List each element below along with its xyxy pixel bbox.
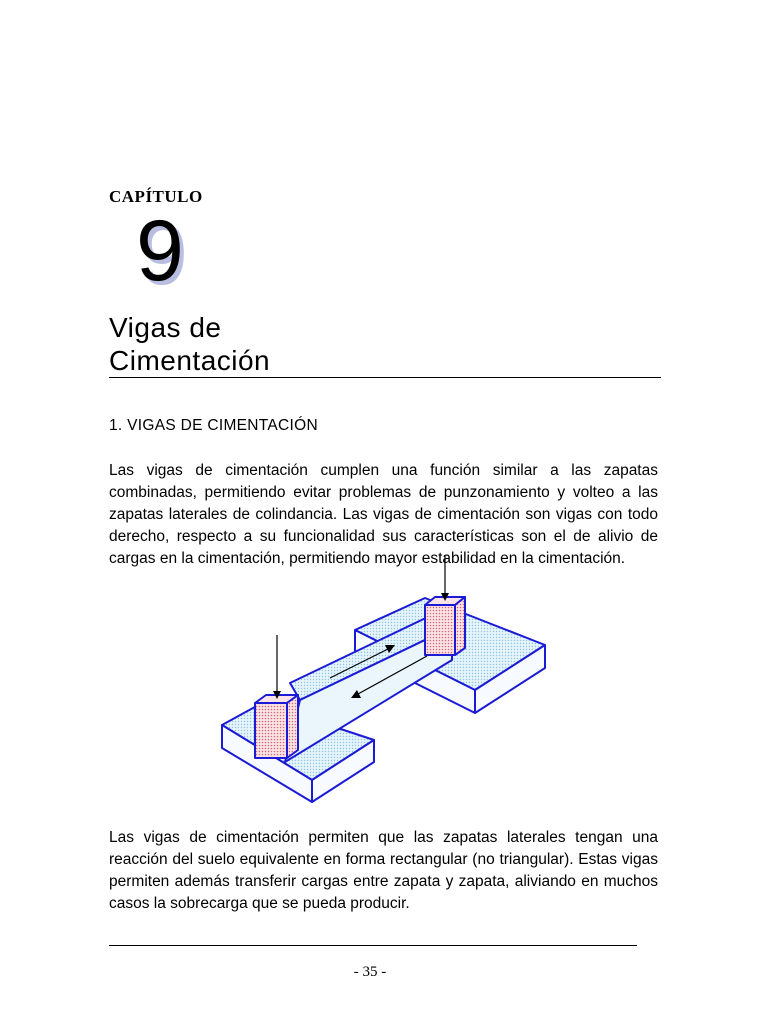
left-load-arrow	[273, 635, 281, 699]
page-number: - 35 -	[353, 964, 387, 980]
left-column	[255, 695, 298, 758]
right-column	[425, 597, 465, 655]
foundation-beam-figure	[210, 545, 560, 810]
section-heading: 1. VIGAS DE CIMENTACIÓN	[109, 417, 319, 434]
title-line-2: Cimentación	[109, 345, 271, 376]
chapter-label: CAPÍTULO	[109, 187, 203, 206]
right-load-arrow	[441, 555, 449, 601]
title-line-1: Vigas de	[109, 312, 222, 343]
page-title	[109, 311, 270, 377]
footer-divider	[109, 945, 637, 946]
title-divider	[109, 377, 661, 378]
paragraph-intro: Las vigas de cimentación cumplen una función similar a las zapatas combinadas, permitiendo evitar problemas de punzonamiento y volteo a las zapatas laterales de colindancia. Las vigas de cimentación son vigas con todo derecho, respecto a su funcionalidad sus características son el de alivio de cargas en la cimentación, permitiendo mayor estabilidad en la cimentación.	[109, 462, 658, 567]
chapter-number: 9	[136, 203, 184, 299]
paragraph-closing: Las vigas de cimentación permiten que las zapatas laterales tengan una reacción del suelo equivalente en forma rectangular (no triangular). Estas vigas permiten además transferir cargas entre zapata y zapata, aliviando en muchos casos la sobrecarga que se pueda producir.	[109, 829, 658, 912]
